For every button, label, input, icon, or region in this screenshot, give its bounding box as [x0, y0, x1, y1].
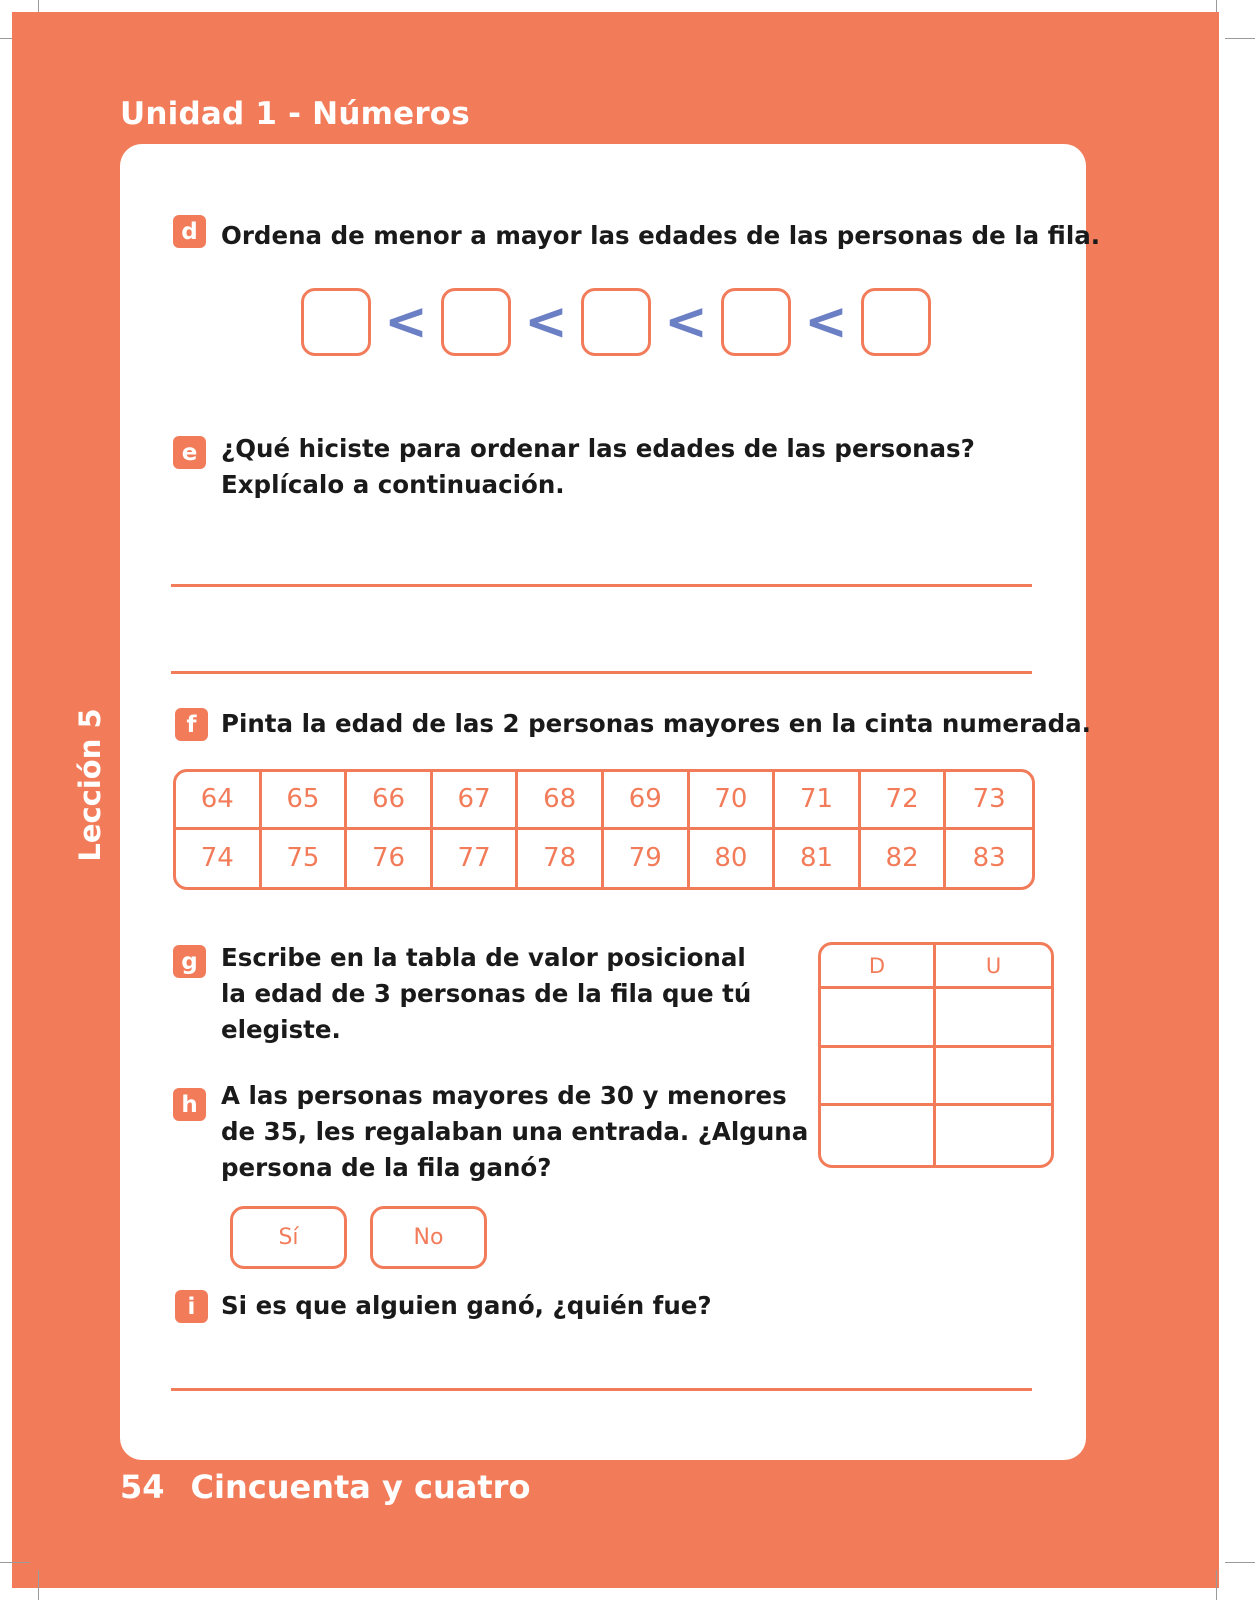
question-d-text: Ordena de menor a mayor las edades de las personas de la fila.: [221, 221, 1101, 250]
place-value-table: [818, 942, 1054, 1168]
question-i-text: Si es que alguien ganó, ¿quién fue?: [221, 1291, 712, 1320]
number-cell[interactable]: 64: [176, 772, 262, 830]
number-cell[interactable]: 70: [690, 772, 776, 830]
number-cell[interactable]: 76: [347, 830, 433, 888]
lesson-label: Lección 5: [73, 708, 107, 862]
question-h-line1: A las personas mayores de 30 y menores: [221, 1081, 787, 1110]
badge-f: f: [175, 708, 208, 741]
question-g-line2: la edad de 3 personas de la fila que tú: [221, 979, 752, 1008]
column-header-u: U: [936, 945, 1051, 989]
number-cell[interactable]: 80: [690, 830, 776, 888]
question-f-text: Pinta la edad de las 2 personas mayores en la cinta numerada.: [221, 709, 1091, 738]
no-button[interactable]: No: [370, 1206, 487, 1269]
less-than-symbol: <: [664, 292, 708, 352]
question-g-line1: Escribe en la tabla de valor posicional: [221, 943, 746, 972]
number-cell[interactable]: 82: [861, 830, 947, 888]
pv-cell[interactable]: [936, 1048, 1051, 1107]
unit-title: Unidad 1 - Números: [120, 96, 470, 132]
answer-box-3[interactable]: [581, 288, 651, 356]
number-cell[interactable]: 72: [861, 772, 947, 830]
answer-box-1[interactable]: [301, 288, 371, 356]
pv-cell[interactable]: [936, 989, 1051, 1048]
answer-line-e1[interactable]: [171, 584, 1032, 587]
question-h-line3: persona de la fila ganó?: [221, 1153, 552, 1182]
number-cell[interactable]: 79: [604, 830, 690, 888]
answer-line-i[interactable]: [171, 1388, 1032, 1391]
crop-mark: [1225, 1562, 1255, 1563]
question-g-line3: elegiste.: [221, 1015, 341, 1044]
badge-g: g: [173, 945, 206, 978]
page-footer: [120, 1468, 530, 1506]
number-cell[interactable]: 66: [347, 772, 433, 830]
number-cell[interactable]: 65: [262, 772, 348, 830]
crop-mark: [0, 1562, 30, 1563]
question-e-line2: Explícalo a continuación.: [221, 470, 565, 499]
crop-mark: [1216, 1570, 1217, 1600]
question-h-line2: de 35, les regalaban una entrada. ¿Alguna: [221, 1117, 809, 1146]
less-than-symbol: <: [524, 292, 568, 352]
pv-cell[interactable]: [821, 1048, 936, 1107]
badge-e: e: [173, 436, 206, 469]
crop-mark: [38, 1570, 39, 1600]
number-cell[interactable]: 83: [972, 843, 1006, 874]
number-cell[interactable]: 73: [946, 772, 1032, 830]
question-e-line1: ¿Qué hiciste para ordenar las edades de las personas?: [221, 434, 975, 463]
number-cell[interactable]: 67: [433, 772, 519, 830]
answer-box-5[interactable]: [861, 288, 931, 356]
number-cell[interactable]: 74: [176, 830, 262, 888]
badge-h: h: [173, 1088, 206, 1121]
answer-box-4[interactable]: [721, 288, 791, 356]
number-strip: [173, 769, 1035, 890]
yes-button[interactable]: Sí: [230, 1206, 347, 1269]
number-cell[interactable]: 78: [518, 830, 604, 888]
answer-line-e2[interactable]: [171, 671, 1032, 674]
crop-mark: [1225, 38, 1255, 39]
pv-cell[interactable]: [936, 1106, 1051, 1165]
page-number: 54: [120, 1468, 165, 1506]
pv-cell[interactable]: [821, 1106, 936, 1165]
badge-i: i: [175, 1290, 208, 1323]
answer-box-2[interactable]: [441, 288, 511, 356]
number-cell[interactable]: 75: [262, 830, 348, 888]
order-boxes-row: [301, 289, 931, 355]
page-number-words: Cincuenta y cuatro: [190, 1468, 531, 1506]
number-cell[interactable]: 69: [604, 772, 690, 830]
number-cell[interactable]: 68: [518, 772, 604, 830]
less-than-symbol: <: [384, 292, 428, 352]
number-cell[interactable]: 71: [775, 772, 861, 830]
number-cell[interactable]: 77: [433, 830, 519, 888]
number-cell[interactable]: 81: [775, 830, 861, 888]
column-header-d: D: [821, 945, 936, 989]
less-than-symbol: <: [804, 292, 848, 352]
badge-d: d: [173, 215, 206, 248]
pv-cell[interactable]: [821, 989, 936, 1048]
